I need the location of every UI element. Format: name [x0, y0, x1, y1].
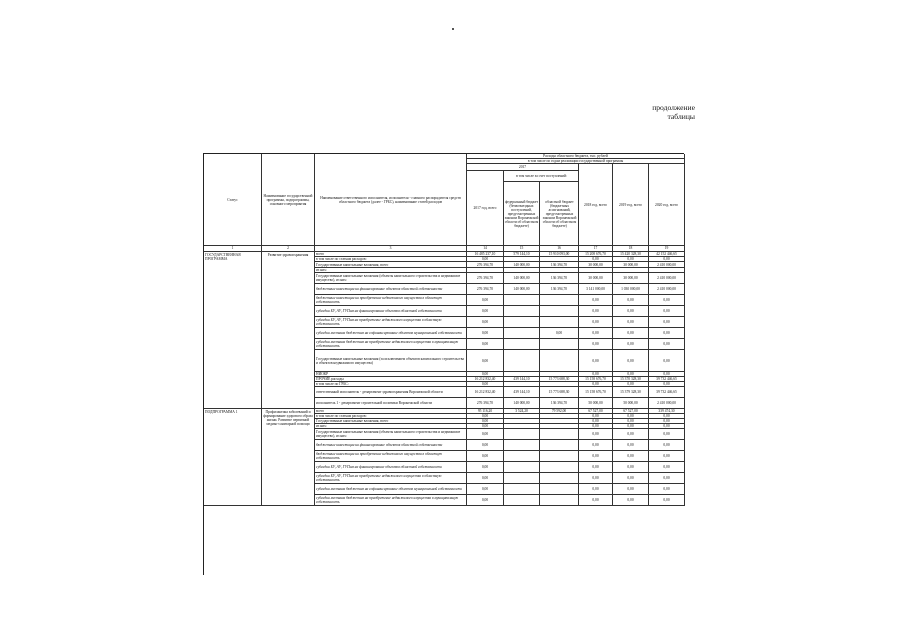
row-value: 0,00 [467, 372, 504, 377]
row-value: 3 141 000,00 [579, 284, 613, 295]
row-value: 0,00 [579, 429, 613, 440]
row-description: бюджетные инвестиции на финансирование объектов областной собственности [315, 284, 467, 295]
header-2017-total: 2017 год, всего [467, 171, 504, 246]
row-value: 15 370 328,30 [613, 377, 649, 382]
row-value: 15 158 676,70 [579, 377, 613, 382]
row-value: 0,00 [467, 484, 504, 495]
row-value: 136 394,70 [540, 398, 579, 409]
row-value [540, 495, 579, 506]
row-value: 0,00 [467, 451, 504, 462]
colnum: 1 [204, 246, 262, 252]
row-value [504, 339, 540, 350]
row-value [504, 350, 540, 372]
row-value: 0,00 [579, 257, 613, 262]
row-value: 15 158 676,70 [579, 387, 613, 398]
row-description: субсидии местным бюджетам на софинансирование объектов муниципальной собственности [315, 484, 467, 495]
header-expenses: Расходы областного бюджета, тыс. рублей [467, 154, 685, 159]
row-value: 1 030 000,00 [613, 284, 649, 295]
row-value: 0,00 [613, 339, 649, 350]
row-value: 0,00 [649, 424, 685, 429]
row-value: 0,00 [649, 295, 685, 306]
row-value: 0,00 [467, 328, 504, 339]
row-value: 0,00 [579, 328, 613, 339]
row-value: 0,00 [649, 257, 685, 262]
row-value: 136 394,70 [540, 273, 579, 284]
row-value: 0,00 [467, 495, 504, 506]
row-value: 140 000,00 [504, 284, 540, 295]
row-value: 0,00 [613, 328, 649, 339]
header-2017: 2017 [467, 164, 579, 171]
row-value [540, 451, 579, 462]
row-value: 0,00 [579, 495, 613, 506]
row-description: из них: [315, 268, 467, 273]
row-value [504, 429, 540, 440]
header-2020: 2020 год, всего [649, 164, 685, 246]
continuation-line-1: продолжение [652, 103, 695, 112]
header-incl-receipts: в том числе за счет поступлений: [504, 171, 579, 182]
row-value: 2 410 000,00 [649, 398, 685, 409]
row-value: 0,00 [467, 295, 504, 306]
row-description: Государственные капитальные вложения (объекты капитального строительства и недвижимое имущество), из них: [315, 273, 467, 284]
row-description: исполнитель 1 - департамент строительной политики Воронежской области [315, 398, 467, 409]
row-value: 0,00 [467, 382, 504, 387]
row-value [504, 451, 540, 462]
header-2018: 2018 год, всего [579, 164, 613, 246]
row-value [540, 317, 579, 328]
row-value: 0,00 [613, 317, 649, 328]
row-value [540, 440, 579, 451]
row-value: 0,00 [467, 429, 504, 440]
row-description: НИОКР [315, 372, 467, 377]
row-description: всего [315, 409, 467, 414]
row-value: 0,00 [579, 451, 613, 462]
row-value [504, 484, 540, 495]
continuation-line-2: таблицы [667, 111, 695, 121]
row-value: 0,00 [613, 424, 649, 429]
row-value: 339 474,30 [649, 409, 685, 414]
row-value: 0,00 [613, 350, 649, 372]
row-description: бюджетные инвестиции на финансирование объектов областной собственности [315, 440, 467, 451]
row-value: 276 394,70 [467, 262, 504, 268]
row-description: субсидии местным бюджетам на приобретение недвижимого имущества в муниципальную собственность [315, 495, 467, 506]
row-value: 0,00 [649, 419, 685, 424]
row-value: 95 116,20 [467, 409, 504, 414]
row-value: 16 485 237,10 [467, 252, 504, 257]
row-value: 0,00 [649, 462, 685, 473]
row-value: 0,00 [467, 424, 504, 429]
row-value: 0,00 [467, 257, 504, 262]
row-value: 0,00 [467, 306, 504, 317]
row-value: 439 144,10 [504, 377, 540, 382]
row-value: 0,00 [579, 350, 613, 372]
row-description: Государственные капитальные вложения, всего [315, 262, 467, 268]
row-value: 2 410 000,00 [649, 284, 685, 295]
row-value: 50 000,00 [579, 398, 613, 409]
row-value: 0,00 [613, 462, 649, 473]
colnum: 14 [467, 246, 504, 252]
row-value [540, 462, 579, 473]
row-value: 39 732 446,65 [649, 377, 685, 382]
row-value: 67 527,00 [579, 409, 613, 414]
row-value: 0,00 [613, 372, 649, 377]
row-value [540, 306, 579, 317]
row-description: в том числе по ГРБС: [315, 382, 467, 387]
row-value: 140 000,00 [504, 273, 540, 284]
row-value: 42 152 446,65 [649, 252, 685, 257]
row-description: субсидии БУ, АУ, ГУПам на финансирование объектов областной собственности [315, 306, 467, 317]
row-value: 0,00 [613, 473, 649, 484]
row-value: 0,00 [613, 306, 649, 317]
row-value: 0,00 [649, 350, 685, 372]
row-value: 0,00 [613, 429, 649, 440]
row-value: 2 410 000,00 [649, 262, 685, 268]
row-value: 136 394,70 [540, 262, 579, 268]
row-value [504, 328, 540, 339]
program-name: Развитие здравоохранения [262, 252, 315, 409]
row-value: 50 000,00 [613, 398, 649, 409]
subprogram-name: Профилактика заболеваний и формирование здорового образа жизни. Развитие первичной медико-санитарной помощи [262, 409, 315, 506]
row-value: 136 394,70 [540, 284, 579, 295]
row-value: 0,00 [649, 382, 685, 387]
row-description: бюджетные инвестиции на приобретение недвижимого имущества в областную собственность [315, 451, 467, 462]
row-value: 30 000,00 [613, 262, 649, 268]
row-value: 15 773 688,30 [540, 377, 579, 382]
row-description: субсидии БУ, АУ, ГУПам на приобретение недвижимого имущества в областную собственность [315, 473, 467, 484]
header-2019: 2019 год, всего [613, 164, 649, 246]
row-value: 0,00 [579, 484, 613, 495]
row-value: 0,00 [579, 295, 613, 306]
colnum: 17 [579, 246, 613, 252]
row-value: 15 773 688,30 [540, 387, 579, 398]
colnum: 18 [613, 246, 649, 252]
row-value: 0,00 [540, 328, 579, 339]
row-value: 0,00 [613, 495, 649, 506]
row-value: 0,00 [467, 339, 504, 350]
header-status: Статус [204, 154, 262, 246]
row-value: 0,00 [467, 350, 504, 372]
row-value: 0,00 [649, 495, 685, 506]
row-value: 0,00 [467, 317, 504, 328]
header-executor: Наименование ответственного исполнителя, исполнителя - главного распорядителя средств областного бюджета (далее - ГРБС), наименование статей расходов [315, 154, 467, 246]
row-value: 0,00 [579, 414, 613, 419]
row-value: 0,00 [613, 484, 649, 495]
row-value [540, 295, 579, 306]
colnum: 16 [540, 246, 579, 252]
row-value: 0,00 [649, 372, 685, 377]
colnum: 15 [504, 246, 540, 252]
row-value [540, 339, 579, 350]
subprogram-status: ПОДПРОГРАММА 1 [204, 409, 262, 506]
row-value: 276 394,70 [467, 284, 504, 295]
row-value: 0,00 [649, 484, 685, 495]
row-value: 0,00 [579, 317, 613, 328]
row-value: 140 000,00 [504, 262, 540, 268]
row-value [540, 473, 579, 484]
row-value: 15 208 676,70 [579, 252, 613, 257]
row-value: 79 592,00 [540, 409, 579, 414]
row-value [504, 295, 540, 306]
row-value: 0,00 [649, 429, 685, 440]
continuation-label [652, 104, 695, 121]
row-value: 39 732 446,65 [649, 387, 685, 398]
row-value: 2 410 000,00 [649, 273, 685, 284]
row-description: из них: [315, 424, 467, 429]
row-value [540, 484, 579, 495]
header-regional: областной бюджет (бюджетных ассигнований, предусмотренных законом Воронежской области об областном бюджете) [542, 200, 577, 228]
row-value: 0,00 [579, 382, 613, 387]
row-value: 276 394,70 [467, 273, 504, 284]
row-value: 30 000,00 [579, 273, 613, 284]
row-value: 0,00 [579, 306, 613, 317]
row-value [504, 306, 540, 317]
row-value: 0,00 [649, 414, 685, 419]
row-value: 0,00 [467, 414, 504, 419]
row-description: Государственные капитальные вложения, всего [315, 419, 467, 424]
row-value: 0,00 [613, 414, 649, 419]
program-status: ГОСУДАРСТВЕННАЯ ПРОГРАММА [204, 252, 262, 409]
row-description: Государственные капитальные вложения (объекты капитального строительства и недвижимое имущество), из них: [315, 429, 467, 440]
colnum: 3 [315, 246, 467, 252]
row-value: 15 379 328,30 [613, 387, 649, 398]
row-value: 16 212 832,40 [467, 387, 504, 398]
row-value: 0,00 [649, 451, 685, 462]
row-value [504, 495, 540, 506]
budget-table [203, 153, 684, 575]
colnum: 2 [262, 246, 315, 252]
row-value [540, 429, 579, 440]
row-description: Государственные капитальные вложения (за исключением объектов капитального строительства и объектов недвижимого имущества) [315, 350, 467, 372]
header-name: Наименование государственной программы, подпрограммы, основного мероприятия [262, 154, 315, 246]
row-description: бюджетные инвестиции на приобретение недвижимого имущества в областную собственность [315, 295, 467, 306]
row-description: ответственный исполнитель - департамент здравоохранения Воронежской области [315, 387, 467, 398]
row-value: 0,00 [579, 339, 613, 350]
row-value [540, 350, 579, 372]
row-value: 0,00 [649, 440, 685, 451]
row-value: 439 144,10 [504, 387, 540, 398]
row-value: 0,00 [467, 462, 504, 473]
row-value: 15 910 093,00 [540, 252, 579, 257]
page-marker [452, 28, 454, 30]
row-value: 67 527,00 [613, 409, 649, 414]
row-value [504, 317, 540, 328]
row-value: 0,00 [649, 317, 685, 328]
row-description: в том числе по статьям расходов: [315, 257, 467, 262]
row-value: 0,00 [579, 462, 613, 473]
row-value [504, 473, 540, 484]
row-description: субсидии БУ, АУ, ГУПам на приобретение недвижимого имущества в областную собственность [315, 317, 467, 328]
row-value: 0,00 [579, 473, 613, 484]
row-value: 276 394,70 [467, 398, 504, 409]
row-value: 0,00 [613, 419, 649, 424]
row-description: субсидии местным бюджетам на софинансирование объектов муниципальной собственности [315, 328, 467, 339]
row-description: субсидии местным бюджетам на приобретение недвижимого имущества в муниципальную собственность [315, 339, 467, 350]
row-description: всего [315, 252, 467, 257]
row-value: 0,00 [649, 306, 685, 317]
row-value: 0,00 [467, 440, 504, 451]
row-value: 0,00 [579, 424, 613, 429]
row-value: 30 000,00 [613, 273, 649, 284]
row-value: 16 212 832,40 [467, 377, 504, 382]
row-value: 3 524,20 [504, 409, 540, 414]
row-description: ПРОЧИЕ расходы [315, 377, 467, 382]
row-value: 0,00 [649, 339, 685, 350]
colnum: 19 [649, 246, 685, 252]
row-value: 0,00 [613, 257, 649, 262]
row-description: в том числе по статьям расходов: [315, 414, 467, 419]
row-value: 0,00 [579, 440, 613, 451]
row-value: 30 000,00 [579, 262, 613, 268]
row-value: 15 420 328,30 [613, 252, 649, 257]
row-value [504, 462, 540, 473]
row-value: 0,00 [467, 419, 504, 424]
row-value [504, 440, 540, 451]
header-federal: федеральный бюджет (безвозмездных поступлений, предусмотренных законом Воронежской области об областном бюджете) [504, 182, 540, 246]
row-value: 0,00 [613, 382, 649, 387]
row-value: 0,00 [579, 419, 613, 424]
row-value: 0,00 [613, 451, 649, 462]
row-value: 579 144,10 [504, 252, 540, 257]
row-value: 0,00 [467, 473, 504, 484]
row-value: 0,00 [613, 440, 649, 451]
row-value: 0,00 [649, 473, 685, 484]
row-value: 0,00 [649, 328, 685, 339]
row-value: 0,00 [579, 372, 613, 377]
header-incl-years: в том числе по годам реализации государственной программы [467, 159, 685, 164]
header-receipts [504, 171, 579, 246]
row-value: 140 000,00 [504, 398, 540, 409]
row-value: 0,00 [613, 295, 649, 306]
row-description: субсидии БУ, АУ, ГУПам на финансирование объектов областной собственности [315, 462, 467, 473]
